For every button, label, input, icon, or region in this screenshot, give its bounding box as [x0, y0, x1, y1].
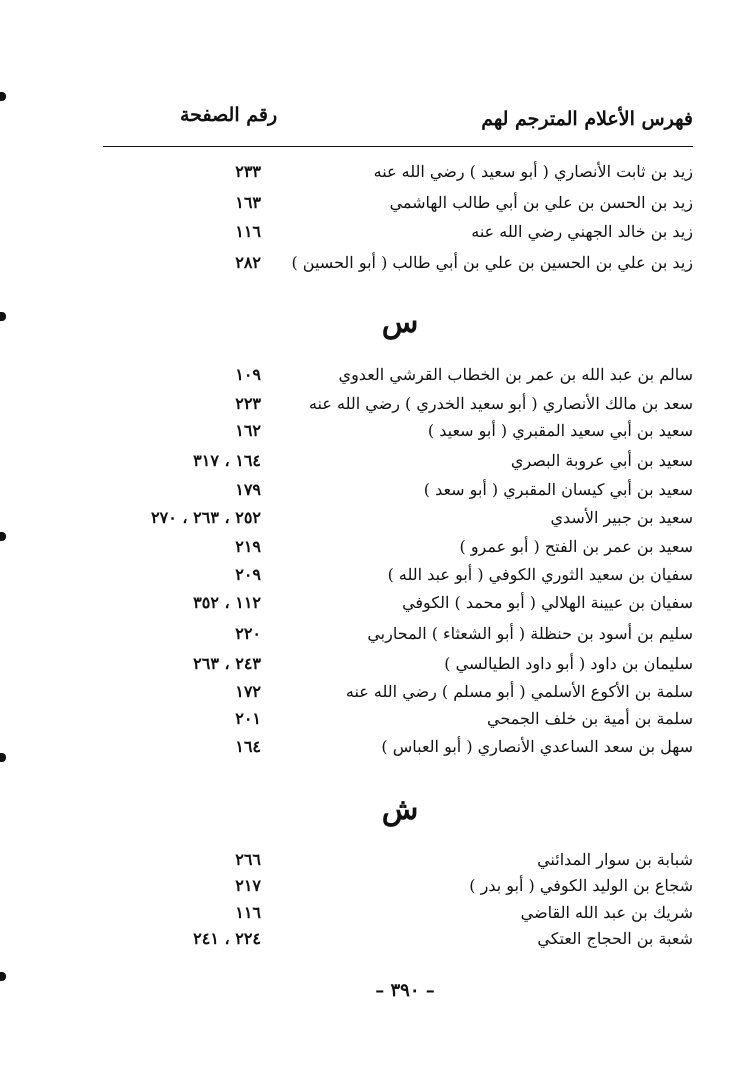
entry-name: سعيد بن أبي كيسان المقبري ( أبو سعد ) [423, 480, 693, 499]
entry-name: شبابة بن سوار المدائني [537, 850, 693, 869]
entry-pages: ١١٦ [235, 903, 261, 922]
entry-pages: ٢١٧ [235, 876, 261, 895]
index-entry [0, 451, 751, 479]
entry-name: سليمان بن داود ( أبو داود الطيالسي ) [444, 654, 693, 673]
index-entry [0, 253, 751, 281]
index-entry [0, 737, 751, 765]
entry-name: سفيان بن سعيد الثوري الكوفي ( أبو عبد الله ) [387, 565, 693, 584]
entry-name: زيد بن ثابت الأنصاري ( أبو سعيد ) رضي الله عنه [373, 162, 693, 181]
index-entry [0, 565, 751, 593]
index-entry [0, 903, 751, 931]
index-entry [0, 480, 751, 508]
entry-name: سعد بن مالك الأنصاري ( أبو سعيد الخدري ) رضي الله عنه [308, 394, 693, 413]
entry-name: سليم بن أسود بن حنظلة ( أبو الشعثاء ) المحاربي [367, 624, 693, 643]
index-entry [0, 222, 751, 250]
entry-name: سعيد بن أبي سعيد المقبري ( أبو سعيد ) [427, 421, 693, 440]
header-rule [103, 146, 693, 147]
entry-pages: ٢٢٣ [235, 394, 261, 413]
index-entry [0, 193, 751, 221]
index-entry [0, 654, 751, 682]
entry-pages: ١١٦ [235, 222, 261, 241]
scan-margin-mark [0, 92, 6, 101]
index-entry [0, 162, 751, 190]
entry-name: شريك بن عبد الله القاضي [520, 903, 693, 922]
section-letter-sin: س [381, 305, 419, 340]
entry-pages: ٢١٩ [235, 537, 261, 556]
entry-pages: ٢٢٤ ، ٢٤١ [193, 929, 261, 948]
entry-pages: ١٦٢ [235, 421, 261, 440]
entry-pages: ٢٠٩ [235, 565, 261, 584]
entry-name: سعيد بن جبير الأسدي [550, 508, 693, 527]
entry-name: سفيان بن عيينة الهلالي ( أبو محمد ) الكوفي [402, 593, 693, 612]
entry-name: زيد بن خالد الجهني رضي الله عنه [471, 222, 693, 241]
index-entry [0, 624, 751, 652]
entry-pages: ٢٠١ [235, 709, 261, 728]
index-entry [0, 929, 751, 957]
entry-pages: ١٠٩ [235, 365, 261, 384]
entry-pages: ١٧٢ [235, 682, 261, 701]
index-entry [0, 593, 751, 621]
page-number: – ٣٩٠ – [375, 980, 435, 1001]
entry-name: شجاع بن الوليد الكوفي ( أبو بدر ) [469, 876, 693, 895]
entry-pages: ٢٥٢ ، ٢٦٣ ، ٢٧٠ [151, 508, 261, 527]
index-entry [0, 508, 751, 536]
entry-pages: ١٧٩ [235, 480, 261, 499]
section-letter-shin: ش [381, 792, 419, 827]
scan-margin-mark [0, 312, 6, 321]
entry-pages: ٢٢٠ [235, 624, 261, 643]
entry-pages: ١٦٤ ، ٣١٧ [193, 451, 261, 470]
index-entry [0, 365, 751, 393]
entry-name: سعيد بن عمر بن الفتح ( أبو عمرو ) [459, 537, 693, 556]
entry-pages: ١١٢ ، ٣٥٢ [193, 593, 261, 612]
index-entry [0, 876, 751, 904]
index-entry [0, 394, 751, 422]
entry-name: سعيد بن أبي عروبة البصري [510, 451, 693, 470]
entry-pages: ١٦٣ [235, 193, 261, 212]
entry-pages: ٢٤٣ ، ٢٦٣ [193, 654, 261, 673]
entry-name: زيد بن علي بن الحسين بن علي بن أبي طالب ( أبو الحسين ) [291, 253, 693, 272]
entry-pages: ٢٦٦ [235, 850, 261, 869]
page-number-column-heading: رقم الصفحة [180, 104, 278, 126]
scan-margin-mark [0, 972, 6, 981]
index-entry [0, 709, 751, 737]
entry-pages: ٢٨٢ [235, 253, 261, 272]
index-entry [0, 850, 751, 878]
entry-pages: ١٦٤ [235, 737, 261, 756]
entry-name: سهل بن سعد الساعدي الأنصاري ( أبو العباس ) [381, 737, 693, 756]
index-entry [0, 537, 751, 565]
entry-name: سالم بن عبد الله بن عمر بن الخطاب القرشي العدوي [338, 365, 693, 384]
entry-name: زيد بن الحسن بن علي بن أبي طالب الهاشمي [389, 193, 693, 212]
index-entry [0, 421, 751, 449]
entry-name: سلمة بن الأكوع الأسلمي ( أبو مسلم ) رضي الله عنه [345, 682, 693, 701]
entry-pages: ٢٣٣ [235, 162, 261, 181]
index-entry [0, 682, 751, 710]
index-title: فهرس الأعلام المترجم لهم [481, 108, 693, 130]
entry-name: سلمة بن أمية بن خلف الجمحي [487, 709, 693, 728]
entry-name: شعبة بن الحجاج العتكي [537, 929, 693, 948]
